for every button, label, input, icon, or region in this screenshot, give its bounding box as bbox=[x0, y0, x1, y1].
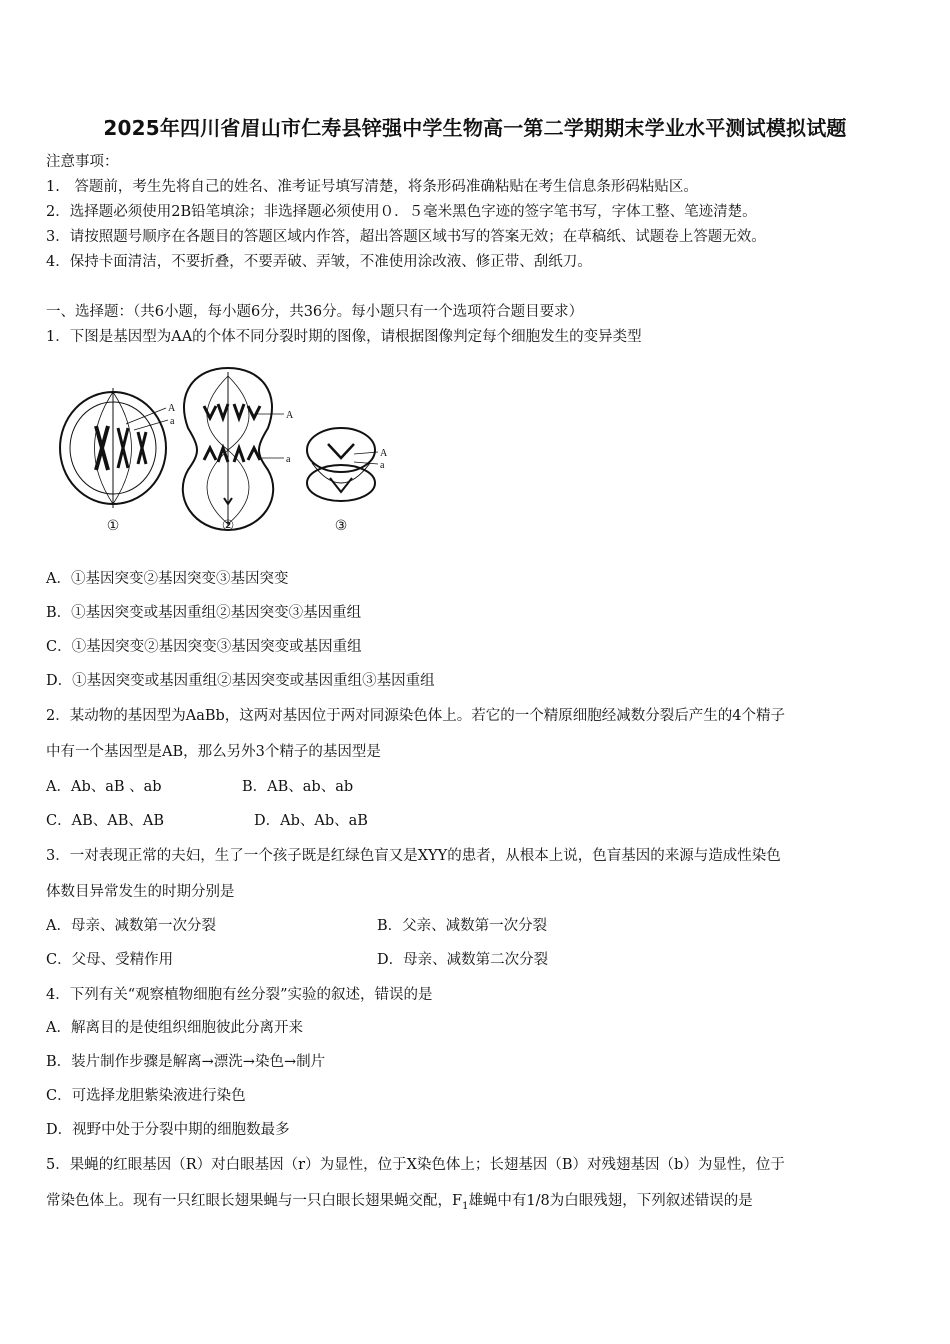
q2-option-c: C．AB、AB、AB bbox=[46, 813, 164, 829]
question-1-stem: 1．下图是基因型为AA的个体不同分裂时期的图像，请根据图像判定每个细胞发生的变异类型 bbox=[46, 329, 642, 345]
notice-heading: 注意事项： bbox=[46, 154, 119, 170]
q1-option-d: D．①基因突变或基因重组②基因突变或基因重组③基因重组 bbox=[46, 673, 435, 689]
label-A-cell1: A bbox=[168, 403, 176, 414]
q4-option-d: D．视野中处于分裂中期的细胞数最多 bbox=[46, 1122, 290, 1138]
q4-option-c: C．可选择龙胆紫染液进行染色 bbox=[46, 1088, 246, 1104]
cell-division-figure bbox=[56, 358, 401, 538]
question-5-stem-line2 bbox=[46, 1191, 753, 1217]
q1-option-c: C．①基因突变②基因突变③基因突变或基因重组 bbox=[46, 639, 362, 655]
q2-option-d: D．Ab、Ab、aB bbox=[254, 813, 368, 829]
notice-item: 1. 答题前，考生先将自己的姓名、准考证号填写清楚，将条形码准确粘贴在考生信息条形码粘贴区。 bbox=[46, 179, 698, 195]
q3-option-d: D．母亲、减数第二次分裂 bbox=[377, 952, 549, 968]
question-3-stem-line2: 体数目异常发生的时期分别是 bbox=[46, 884, 235, 900]
q5-line2-part2: 雄蝇中有1/8为白眼残翅，下列叙述错误的是 bbox=[468, 1193, 753, 1209]
q2-option-b: B．AB、ab、ab bbox=[242, 779, 354, 795]
q1-option-b: B．①基因突变或基因重组②基因突变③基因重组 bbox=[46, 605, 362, 621]
cell-1-label: ① bbox=[106, 518, 120, 534]
question-3-stem-line1: 3．一对表现正常的夫妇，生了一个孩子既是红绿色盲又是XYY的患者，从根本上说，色盲基因的来源与造成性染色 bbox=[46, 848, 781, 864]
notice-item: 3．请按照题号顺序在各题目的答题区域内作答，超出答题区域书写的答案无效；在草稿纸、试题卷上答题无效。 bbox=[46, 229, 766, 245]
notice-item: 2．选择题必须使用2B铅笔填涂；非选择题必须使用０．５毫米黑色字迹的签字笔书写，字体工整、笔迹清楚。 bbox=[46, 204, 757, 220]
q3-option-a: A．母亲、减数第一次分裂 bbox=[46, 918, 216, 934]
page-title: 2025年四川省眉山市仁寿县锌强中学生物高一第二学期期末学业水平测试模拟试题 bbox=[103, 116, 847, 140]
question-2-stem-line2: 中有一个基因型是AB，那么另外3个精子的基因型是 bbox=[46, 744, 381, 760]
q5-line2-part1: 常染色体上。现有一只红眼长翅果蝇与一只白眼长翅果蝇交配，F bbox=[46, 1193, 463, 1209]
q3-option-c: C．父母、受精作用 bbox=[46, 952, 174, 968]
q2-option-a: A．Ab、aB 、ab bbox=[46, 779, 162, 795]
label-A-cell3: A bbox=[380, 448, 388, 459]
q4-option-b: B．装片制作步骤是解离→漂洗→染色→制片 bbox=[46, 1054, 326, 1070]
q4-option-a: A．解离目的是使组织细胞彼此分离开来 bbox=[46, 1020, 303, 1036]
question-4-stem: 4．下列有关“观察植物细胞有丝分裂”实验的叙述，错误的是 bbox=[46, 987, 433, 1003]
q3-option-b: B．父亲、减数第一次分裂 bbox=[377, 918, 548, 934]
question-5-stem-line1: 5．果蝇的红眼基因（R）对白眼基因（r）为显性，位于X染色体上；长翅基因（B）对残翅基因（b）为显性，位于 bbox=[46, 1157, 785, 1173]
label-a-cell1: a bbox=[170, 416, 175, 427]
section-heading: 一、选择题：（共6小题，每小题6分，共36分。每小题只有一个选项符合题目要求） bbox=[46, 304, 584, 320]
cell-3-label: ③ bbox=[334, 518, 348, 534]
notice-item: 4．保持卡面清洁，不要折叠，不要弄破、弄皱，不准使用涂改液、修正带、刮纸刀。 bbox=[46, 254, 592, 270]
cell-division-diagram bbox=[56, 358, 401, 538]
question-2-stem-line1: 2．某动物的基因型为AaBb，这两对基因位于两对同源染色体上。若它的一个精原细胞经减数分裂后产生的4个精子 bbox=[46, 708, 786, 724]
label-a-cell2: a bbox=[286, 454, 291, 465]
q1-option-a: A．①基因突变②基因突变③基因突变 bbox=[46, 571, 289, 587]
label-A-cell2: A bbox=[286, 410, 294, 421]
q5-line2-subscript: 1 bbox=[462, 1200, 469, 1212]
label-a-cell3: a bbox=[380, 460, 385, 471]
cell-2-label: ② bbox=[221, 518, 235, 534]
